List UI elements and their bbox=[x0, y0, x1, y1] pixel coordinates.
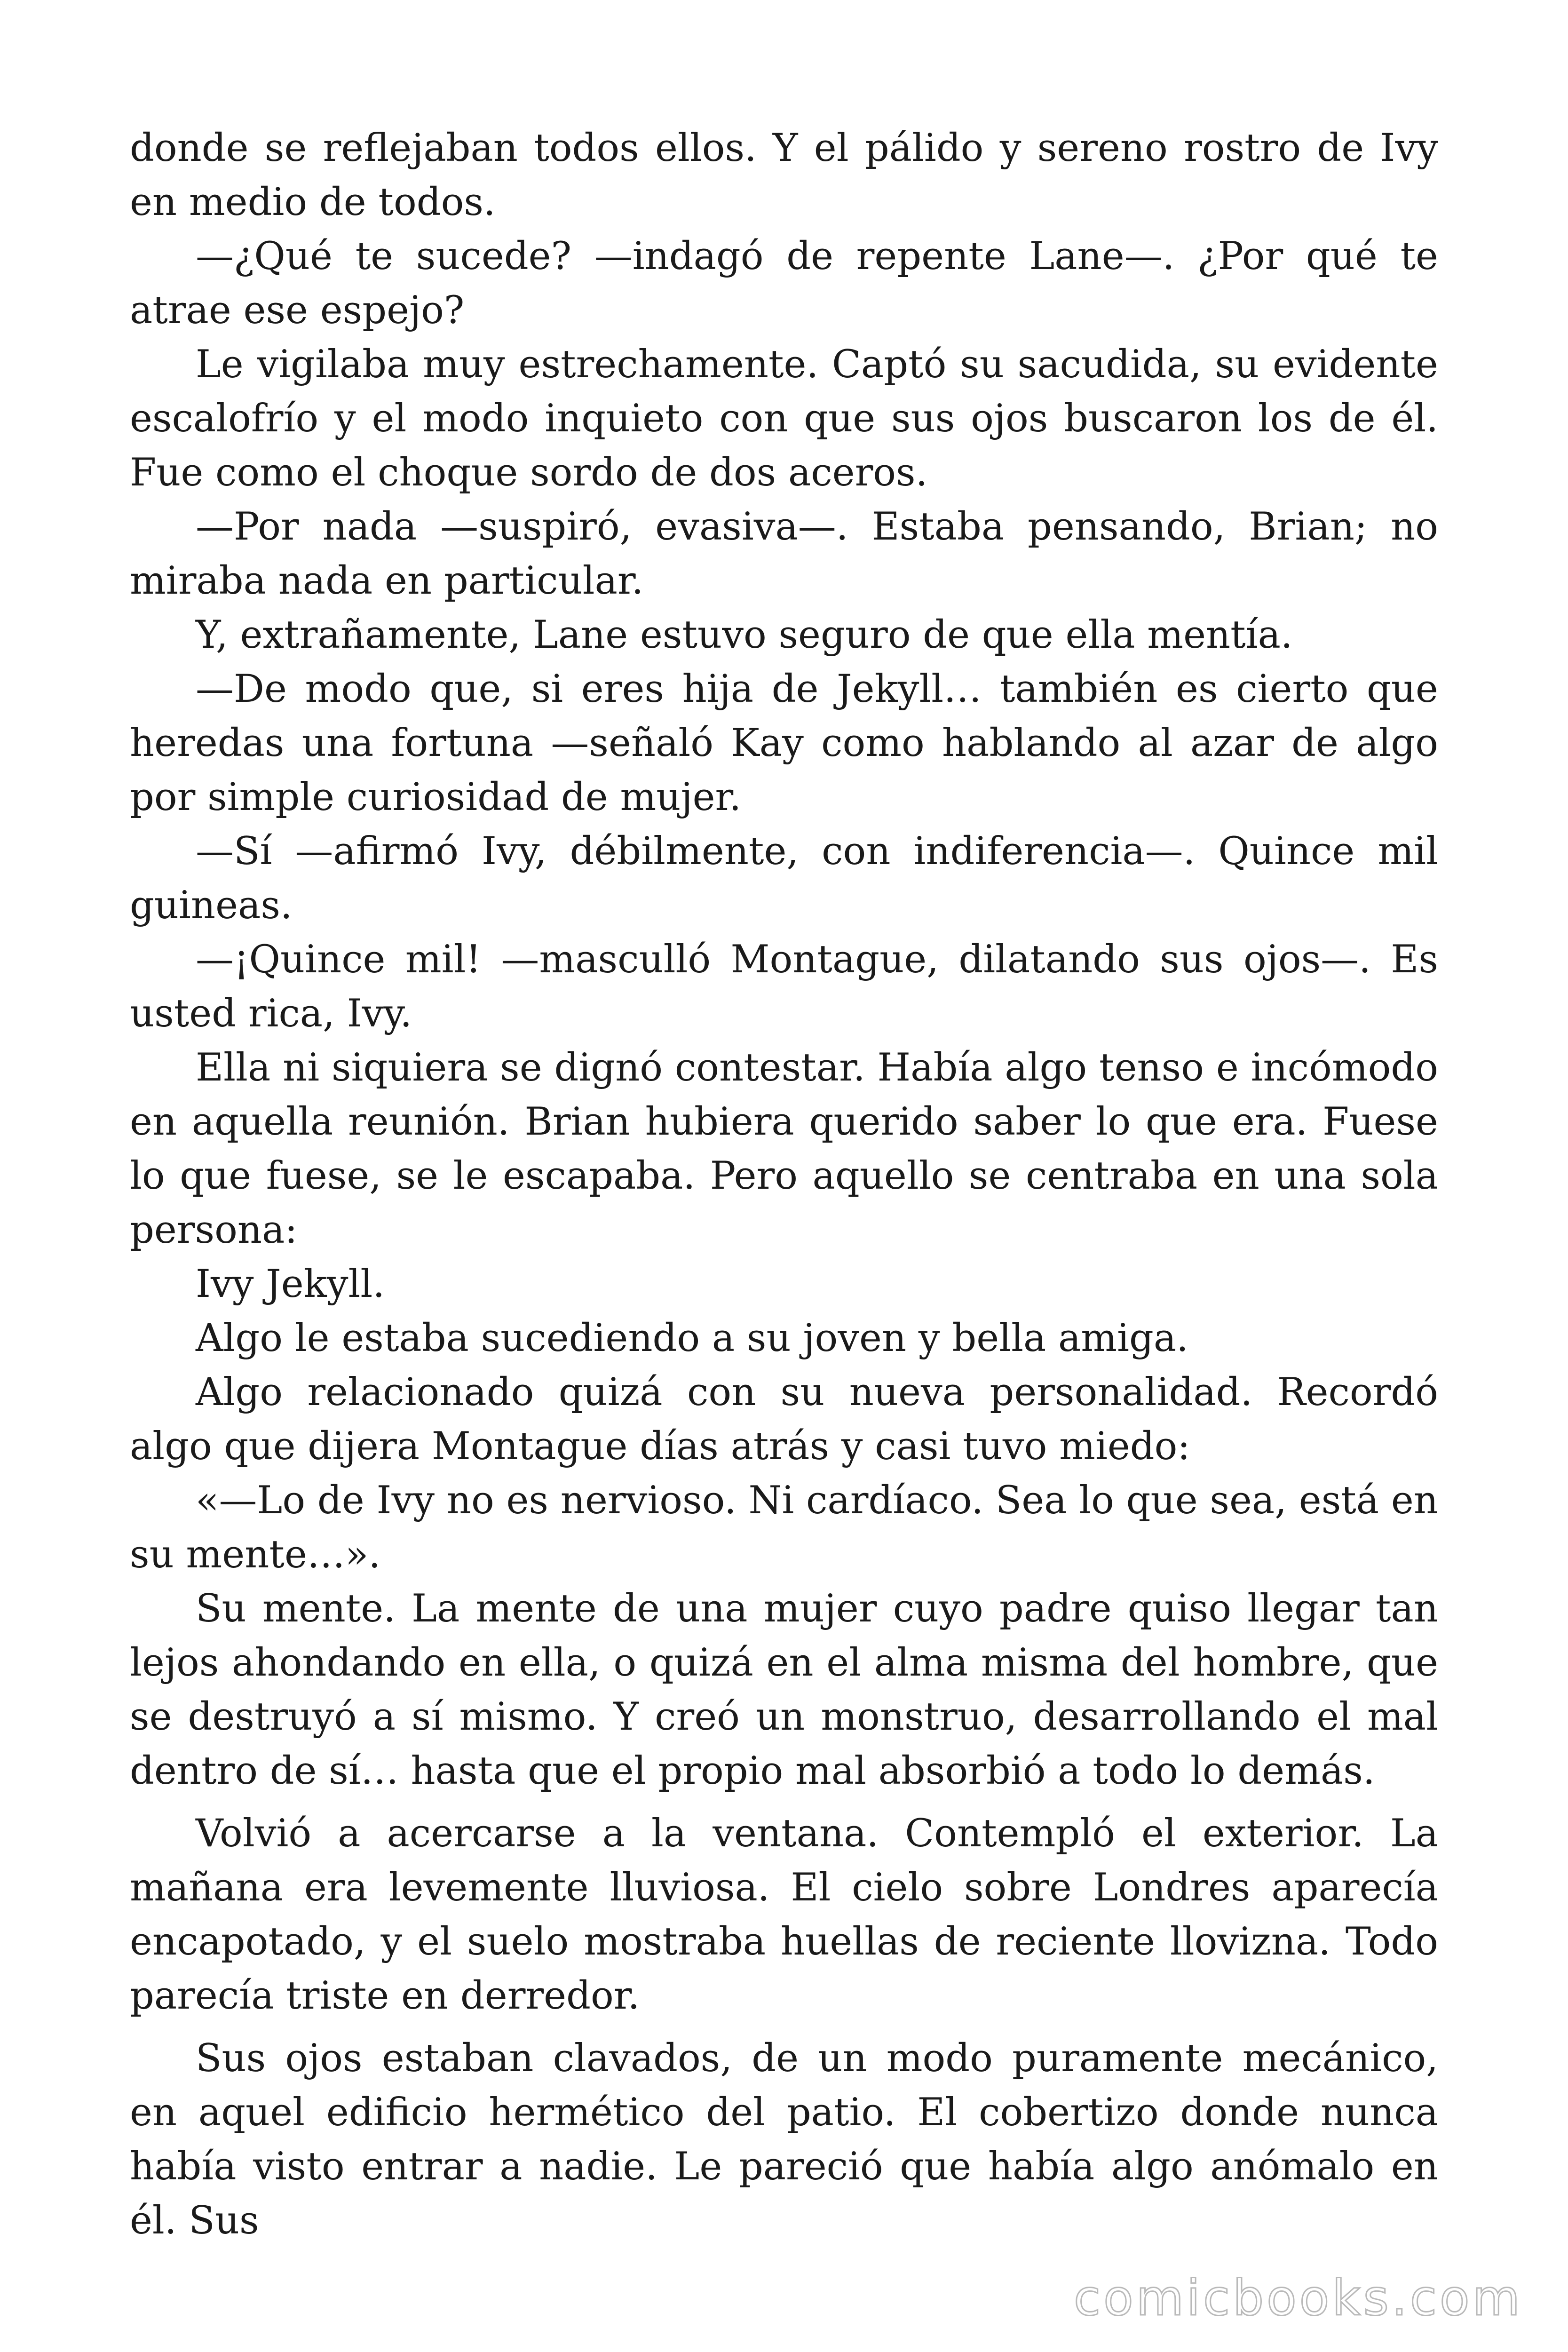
paragraph: —¿Qué te sucede? —indagó de repente Lane—. ¿Por qué te atrae ese espejo? bbox=[130, 234, 1438, 333]
page-text bbox=[130, 121, 1438, 2248]
paragraph: Ella ni siquiera se dignó contestar. Había algo tenso e incómodo en aquella reunión. Brian hubiera querido saber lo que era. Fuese lo que fuese, se le escapaba. Pero aquello se centraba en una sola persona: bbox=[130, 1046, 1438, 1252]
paragraph: Volvió a acercarse a la ventana. Contempló el exterior. La mañana era levemente lluviosa. El cielo sobre Londres aparecía encapotado, y el suelo mostraba huellas de reciente llovizna. Todo parecía triste en derredor. bbox=[130, 1812, 1438, 2018]
watermark: comicbooks.com bbox=[1073, 2269, 1523, 2327]
paragraph: Sus ojos estaban clavados, de un modo puramente mecánico, en aquel edificio hermético del patio. El cobertizo donde nunca había visto entrar a nadie. Le pareció que había algo anómalo en él. Sus bbox=[130, 2036, 1438, 2243]
paragraph: Su mente. La mente de una mujer cuyo padre quiso llegar tan lejos ahondando en ella, o quizá en el alma misma del hombre, que se destruyó a sí mismo. Y creó un monstruo, desarrollando el mal dentro de sí… hasta que el propio mal absorbió a todo lo demás. bbox=[130, 1587, 1438, 1793]
paragraph: «—Lo de Ivy no es nervioso. Ni cardíaco. Sea lo que sea, está en su mente…». bbox=[130, 1478, 1438, 1577]
paragraph: donde se reflejaban todos ellos. Y el pálido y sereno rostro de Ivy en medio de todos. bbox=[130, 126, 1438, 224]
paragraph: —Por nada —suspiró, evasiva—. Estaba pensando, Brian; no miraba nada en particular. bbox=[130, 505, 1438, 603]
paragraph: Ivy Jekyll. bbox=[196, 1262, 385, 1306]
paragraph: Y, extrañamente, Lane estuvo seguro de que ella mentía. bbox=[196, 613, 1293, 657]
paragraph: Le vigilaba muy estrechamente. Captó su sacudida, su evidente escalofrío y el modo inquieto con que sus ojos buscaron los de él. Fue como el choque sordo de dos aceros. bbox=[130, 342, 1438, 495]
paragraph: —¡Quince mil! —masculló Montague, dilatando sus ojos—. Es usted rica, Ivy. bbox=[130, 938, 1438, 1036]
paragraph: —De modo que, si eres hija de Jekyll… también es cierto que heredas una fortuna —señaló Kay como hablando al azar de algo por simple curiosidad de mujer. bbox=[130, 667, 1438, 819]
paragraph: Algo le estaba sucediendo a su joven y bella amiga. bbox=[196, 1316, 1188, 1360]
paragraph: —Sí —afirmó Ivy, débilmente, con indiferencia—. Quince mil guineas. bbox=[130, 829, 1438, 928]
paragraph: Algo relacionado quizá con su nueva personalidad. Recordó algo que dijera Montague días atrás y casi tuvo miedo: bbox=[130, 1370, 1438, 1469]
